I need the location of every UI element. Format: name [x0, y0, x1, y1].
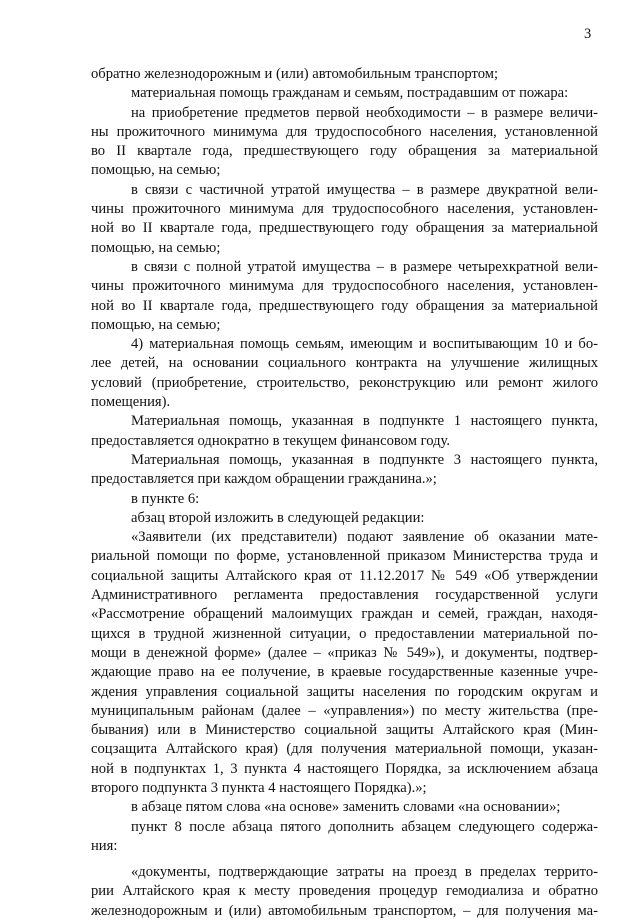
text-line: в связи с полной утратой имущества – в размере четырехкратной вели- — [131, 258, 598, 275]
text-line: муниципальным районам (далее – «управления») по месту жительства (пре- — [91, 702, 598, 719]
text-line: Материальная помощь, указанная в подпункте 1 настоящего пункта, — [131, 413, 598, 430]
text-line: лее детей, на основании социального контракта на улучшение жилищных — [91, 355, 598, 372]
text-line: ния: — [91, 837, 118, 854]
text-line: «Рассмотрение обращений малоимущих граждан и семей, граждан, находя- — [91, 606, 598, 623]
text-line: ной во II квартале года, предшествующего году обращения за материальной — [91, 297, 598, 314]
text-line: ждающие право на ее получение, в краевые государственные казенные учре- — [91, 664, 598, 681]
text-line: «документы, подтверждающие затраты на проезд в пределах террито- — [131, 864, 598, 881]
text-line: риальной помощи по форме, установленной приказом Министерства труда и — [91, 548, 598, 565]
text-line: во II квартале года, предшествующего году обращения за материальной — [91, 143, 598, 160]
text-line: железнодорожным и (или) автомобильным транспортом, – для получения ма- — [91, 902, 598, 919]
text-line: ной в подпунктах 1, 3 пункта 4 настоящего Порядка, за исключением абзаца — [91, 760, 598, 777]
text-line: ны прожиточного минимума для трудоспособного населения, установленной — [91, 123, 598, 140]
text-line: в связи с частичной утратой имущества – в размере двукратной вели- — [131, 181, 598, 198]
body-text — [91, 65, 598, 921]
text-line: в абзаце пятом слова «на основе» заменить словами «на основании»; — [131, 799, 561, 816]
text-line: предоставляется при каждом обращении гражданина.»; — [91, 471, 437, 488]
text-line: материальная помощь гражданам и семьям, пострадавшим от пожара: — [131, 85, 569, 102]
text-line: «Заявители (их представители) подают заявление об оказании мате- — [131, 529, 598, 546]
text-line: Материальная помощь, указанная в подпункте 3 настоящего пункта, — [131, 451, 598, 468]
text-line: условий (приобретение, строительство, реконструкцию или ремонт жилого — [91, 374, 598, 391]
text-line: обратно железнодорожным и (или) автомобильным транспортом; — [91, 66, 499, 82]
text-line: рии Алтайского края к месту проведения процедур гемодиализа и обратно — [91, 883, 598, 900]
text-line: пункт 8 после абзаца пятого дополнить абзацем следующего содержа- — [131, 818, 598, 835]
text-line: помощью, на семью; — [91, 316, 221, 333]
text-line: второго подпункта 3 пункта 4 настоящего Порядка).»; — [91, 779, 427, 796]
text-line: ной во II квартале года, предшествующего году обращения за материальной — [91, 220, 598, 237]
text-line: мощи в денежной форме» (далее – «приказ № 549»), и документы, подтвер- — [91, 644, 598, 661]
text-line: бывания) или в Министерство социальной защиты Алтайского края (Мин- — [91, 722, 598, 739]
text-line: 4) материальная помощь семьям, имеющим и воспитывающим 10 и бо- — [131, 336, 598, 353]
text-line: помощью, на семью; — [91, 239, 221, 256]
page-number: 3 — [584, 26, 592, 42]
text-line: чины прожиточного минимума для трудоспособного населения, установлен- — [91, 278, 598, 295]
text-line: социальной защиты Алтайского края от 11.12.2017 № 549 «Об утверждении — [91, 567, 598, 584]
text-line: предоставляется однократно в текущем финансовом году. — [91, 432, 450, 449]
text-line: помощью, на семью; — [91, 162, 221, 179]
text-line: Административного регламента предоставления государственной услуги — [91, 587, 598, 604]
text-line: щихся в трудной жизненной ситуации, о предоставлении материальной по- — [91, 625, 598, 642]
text-line: в пункте 6: — [131, 490, 200, 507]
text-line: ждения управления социальной защиты населения по городским округам и — [91, 683, 598, 700]
text-line: помещения). — [91, 394, 171, 411]
text-line: абзац второй изложить в следующей редакции: — [131, 509, 425, 526]
text-line: на приобретение предметов первой необходимости – в размере величи- — [131, 104, 598, 121]
text-line: соцзащита Алтайского края) (для получения материальной помощи, указан- — [91, 741, 598, 758]
text-line: чины прожиточного минимума для трудоспособного населения, установлен- — [91, 201, 598, 218]
